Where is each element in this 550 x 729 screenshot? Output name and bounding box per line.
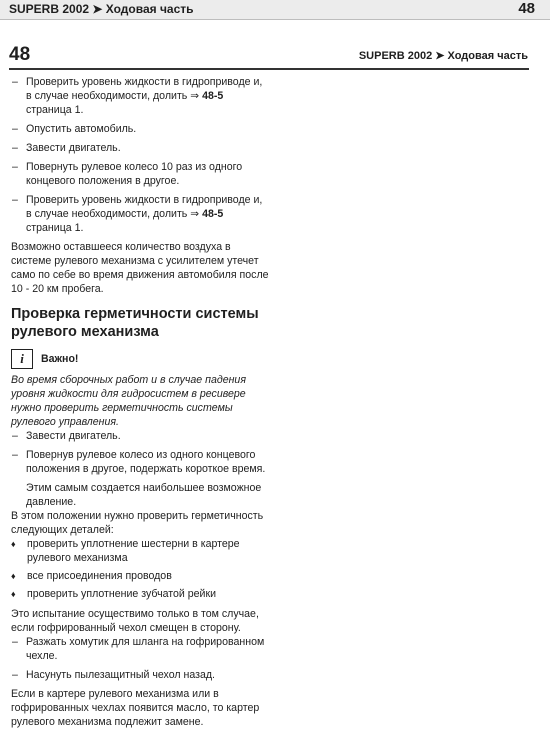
step-item: [11, 635, 269, 663]
bullet-list: [11, 537, 269, 601]
step-item: [11, 75, 269, 117]
step-text: Повернув рулевое колесо из одного концевого положения в другое, подержать короткое время.: [26, 449, 266, 475]
dash-marker: –: [12, 669, 18, 681]
step-text: Завести двигатель.: [26, 430, 121, 442]
header-rule: [9, 68, 529, 70]
diamond-bullet-icon: ♦: [11, 571, 16, 581]
step-list-b: [11, 429, 269, 476]
step-text-tail: страница 1.: [26, 222, 84, 234]
step-item: [11, 429, 269, 443]
step-text: Разжать хомутик для шланга на гофрированном чехле.: [26, 636, 265, 662]
diamond-bullet-icon: ♦: [11, 539, 16, 549]
step-text: Насунуть пылезащитный чехол назад.: [26, 669, 215, 681]
step-text: Завести двигатель.: [26, 142, 121, 154]
step-item: [11, 122, 269, 136]
reference-link[interactable]: 48-5: [202, 208, 224, 220]
bullet-item: [11, 569, 269, 583]
page-header-title: SUPERB 2002 ➤ Ходовая часть: [358, 50, 528, 62]
important-callout: [11, 349, 269, 369]
step-item: [11, 160, 269, 188]
dash-marker: –: [12, 161, 18, 173]
paragraph-air-note: Возможно оставшееся количество воздуха в системе рулевого механизма с усилителем утечет само по себе во время движения автомобиля после 10 - 20 км пробега.: [11, 241, 269, 295]
step-text: Проверить уровень жидкости в гидроприводе и, в случае необходимости, долить: [26, 194, 263, 220]
dash-marker: –: [12, 123, 18, 135]
paragraph-replacement: Если в картере рулевого механизма или в гофрированных чехлах появится масло, то картер рулевого механизма подлежит замене.: [11, 688, 260, 728]
step-list-a: [11, 75, 269, 235]
top-page-number: 48: [518, 0, 535, 17]
dash-marker: –: [12, 449, 18, 461]
diamond-bullet-icon: ♦: [11, 589, 16, 599]
paragraph-test-condition: Это испытание осуществимо только в том случае, если гофрированный чехол смещен в сторону.: [11, 608, 259, 634]
dash-marker: –: [12, 194, 18, 206]
bullet-item: [11, 537, 269, 565]
bullet-item: [11, 587, 269, 601]
page-content: [11, 75, 269, 729]
paragraph-check-parts: В этом положении нужно проверить герметичность следующих деталей:: [11, 510, 264, 536]
info-icon: i: [11, 349, 33, 369]
dash-marker: –: [12, 636, 18, 648]
step-item: [11, 448, 269, 476]
step-item: [11, 193, 269, 235]
step-item: [11, 668, 269, 682]
important-text: Во время сборочных работ и в случае падения уровня жидкости для гидросистем в ресивере нужно проверить герметичность системы рулевого управления.: [11, 374, 246, 428]
step-text: Опустить автомобиль.: [26, 123, 137, 135]
step-item: [11, 141, 269, 155]
step-text-tail: страница 1.: [26, 104, 84, 116]
dash-marker: –: [12, 76, 18, 88]
reference-arrow: ⇒: [190, 90, 200, 102]
step-text: Повернуть рулевое колесо 10 раз из одного концевого положения в другое.: [26, 161, 243, 187]
pressure-note: Этим самым создается наибольшее возможное давление.: [26, 482, 262, 508]
bullet-text: все присоединения проводов: [27, 570, 172, 582]
bullet-text: проверить уплотнение зубчатой рейки: [27, 588, 217, 600]
important-label: Важно!: [41, 353, 79, 365]
top-breadcrumb: SUPERB 2002 ➤ Ходовая часть: [9, 2, 194, 16]
section-heading: Проверка герметичности системы рулевого механизма: [11, 306, 259, 340]
top-header-bar: [0, 0, 550, 20]
step-list-c: [11, 635, 269, 682]
page-number: 48: [9, 44, 31, 65]
dash-marker: –: [12, 430, 18, 442]
bullet-text: проверить уплотнение шестерни в картере рулевого механизма: [27, 538, 240, 564]
reference-arrow: ⇒: [190, 208, 200, 220]
dash-marker: –: [12, 142, 18, 154]
step-text: Проверить уровень жидкости в гидроприводе и, в случае необходимости, долить: [26, 76, 263, 102]
reference-link[interactable]: 48-5: [202, 90, 224, 102]
